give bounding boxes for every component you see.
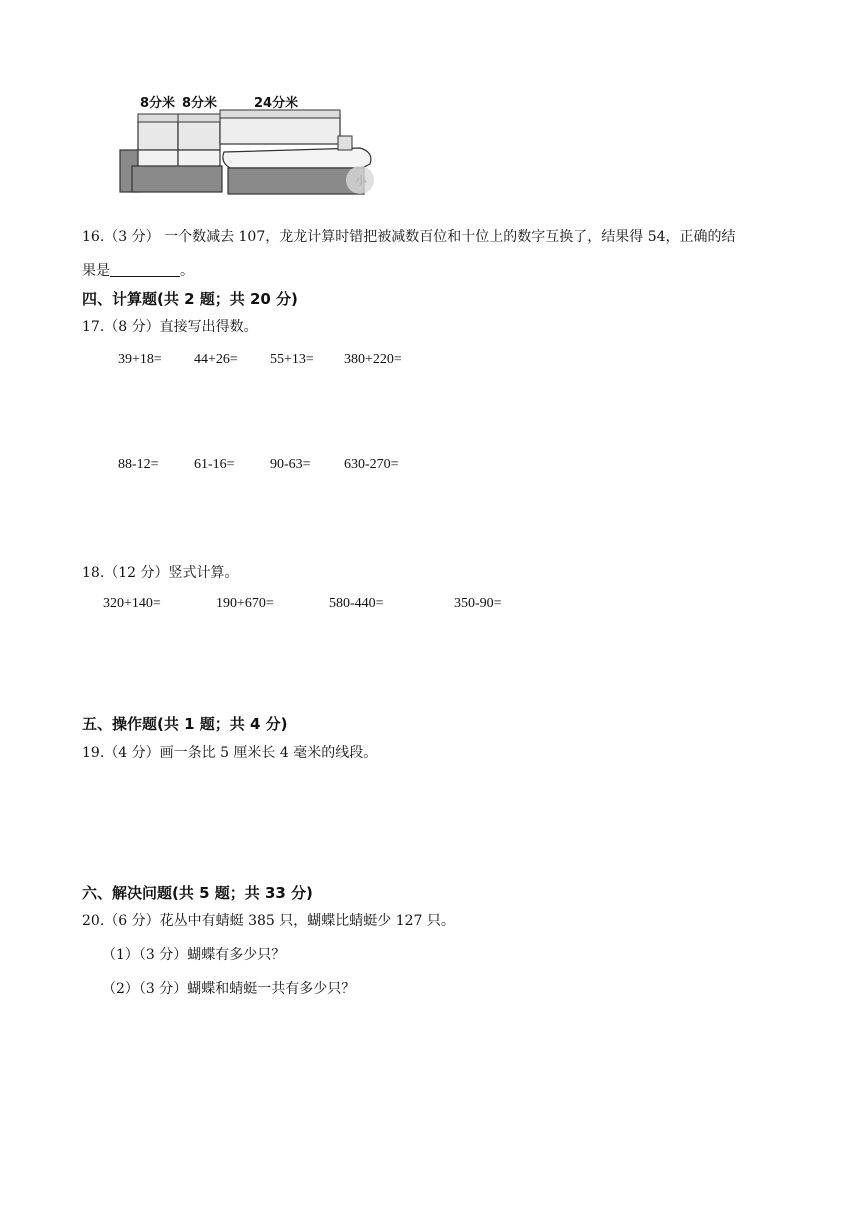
q16-answer-blank[interactable] [110, 262, 180, 277]
q17-title: 17.（8 分）直接写出得数。 [82, 319, 258, 335]
q18-item-3: 580-440= [329, 596, 384, 611]
sofa-figure [112, 92, 384, 200]
q20-sub2: （2）（3 分）蝴蝶和蜻蜓一共有多少只？ [102, 981, 356, 997]
q18-title: 18.（12 分）竖式计算。 [82, 565, 239, 581]
watermark-text: 小 [355, 174, 368, 188]
q16-line1: 16.（3 分） 一个数减去 107，龙龙计算时错把被减数百位和十位上的数字互换了，结果得 54，正确的结 [82, 229, 736, 245]
q16-suffix: 。 [180, 263, 194, 279]
section-6-heading: 六、解决问题(共 5 题；共 33 分) [82, 884, 313, 902]
q20-sub1: （1）（3 分）蝴蝶有多少只？ [102, 947, 286, 963]
section-5-heading: 五、操作题(共 1 题；共 4 分) [82, 715, 288, 733]
q17-item-4: 380+220= [344, 352, 402, 367]
q17-item-1: 39+18= [118, 352, 162, 367]
q17-item-6: 61-16= [194, 457, 235, 472]
q17-item-7: 90-63= [270, 457, 311, 472]
q16-prefix: 果是 [82, 263, 110, 279]
q16-line2 [82, 260, 194, 280]
q18-item-2: 190+670= [216, 596, 274, 611]
q17-item-2: 44+26= [194, 352, 238, 367]
q18-item-1: 320+140= [103, 596, 161, 611]
sofa-label-2: 8分米 [182, 96, 218, 111]
q17-item-3: 55+13= [270, 352, 314, 367]
section-4-heading: 四、计算题(共 2 题；共 20 分) [82, 290, 298, 308]
q20-title: 20.（6 分）花丛中有蜻蜓 385 只，蝴蝶比蜻蜓少 127 只。 [82, 913, 455, 929]
sofa-label-3: 24分米 [254, 96, 299, 111]
sofa-label-1: 8分米 [140, 96, 176, 111]
q18-item-4: 350-90= [454, 596, 502, 611]
q17-item-8: 630-270= [344, 457, 399, 472]
q19-title: 19.（4 分）画一条比 5 厘米长 4 毫米的线段。 [82, 745, 378, 761]
q17-item-5: 88-12= [118, 457, 159, 472]
